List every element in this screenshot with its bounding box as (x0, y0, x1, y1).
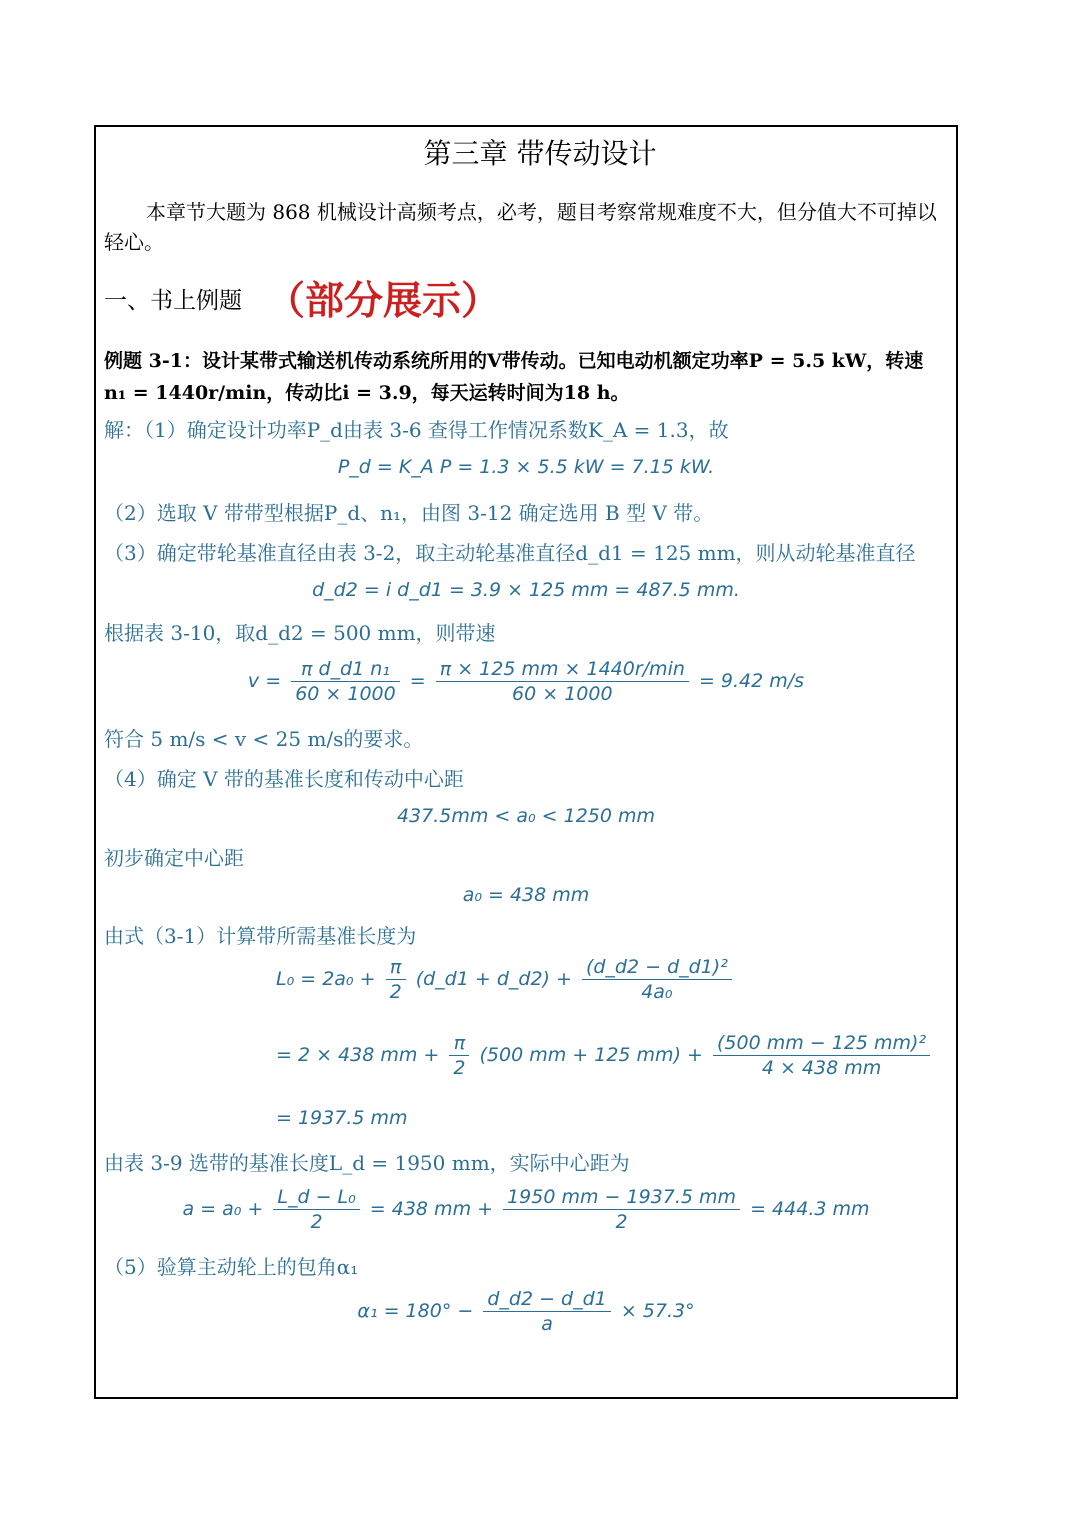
intro-paragraph: 本章节大题为 868 机械设计高频考点，必考，题目考察常规难度不大，但分值大不可掉以轻心。 (104, 200, 937, 254)
fraction-numerator: 1950 mm − 1937.5 mm (503, 1186, 740, 1210)
solution-step-6: （4）确定 V 带的基准长度和传动中心距 (104, 767, 464, 791)
equation-design-power: P_d = K_A P = 1.3 × 5.5 kW = 7.15 kW. (337, 456, 715, 478)
solution-step-4: 根据表 3-10，取d_d2 = 500 mm，则带速 (104, 621, 496, 645)
section-heading: 一、书上例题 (104, 288, 242, 314)
section-highlight: （部分展示） (266, 278, 501, 324)
equation-belt-speed (104, 658, 948, 705)
fraction-numerator: L_d − L₀ (273, 1186, 359, 1210)
solution-step-9: 由表 3-9 选带的基准长度L_d = 1950 mm，实际中心距为 (104, 1151, 630, 1175)
wrap-angle-fraction (483, 1288, 610, 1335)
fraction-numerator: π × 125 mm × 1440r/min (436, 658, 689, 682)
equation-length-formula (276, 956, 736, 1003)
fraction-denominator: 2 (310, 1211, 323, 1233)
length-sub-middle: (500 mm + 125 mm) + (479, 1044, 703, 1066)
belt-speed-result: = 9.42 m/s (698, 670, 805, 692)
solution-step-8: 由式（3-1）计算带所需基准长度为 (104, 924, 417, 948)
center-result: = 444.3 mm (750, 1198, 870, 1220)
length-sub-fraction-pi (449, 1032, 469, 1079)
solution-step-7: 初步确定中心距 (104, 846, 244, 870)
length-fraction-pi (386, 956, 406, 1003)
fraction-numerator: π d_d1 n₁ (291, 658, 400, 682)
equation-wrap-angle (104, 1288, 948, 1335)
example-statement: 例题 3-1：设计某带式输送机传动系统所用的V带传动。已知电动机额定功率P = 5.5 kW，转速n₁ = 1440r/min，传动比i = 3.9，每天运转时间为18 h。 (104, 350, 924, 404)
length-sub-lhs: = 2 × 438 mm + (276, 1044, 440, 1066)
length-lhs: L₀ = 2a₀ + (276, 968, 376, 990)
fraction-denominator: 60 × 1000 (295, 683, 396, 705)
solution-step-2: （2）选取 V 带带型根据P_d、n₁，由图 3-12 确定选用 B 型 V 带。 (104, 501, 714, 525)
equation-length-substituted (276, 1032, 934, 1079)
center-fraction-2 (503, 1186, 740, 1233)
fraction-numerator: (500 mm − 125 mm)² (713, 1032, 930, 1056)
fraction-denominator: 60 × 1000 (512, 683, 613, 705)
chapter-title: 第三章 带传动设计 (423, 137, 657, 170)
equation-initial-center: a₀ = 438 mm (462, 884, 590, 906)
equation-actual-center (104, 1186, 948, 1233)
length-fraction-square (582, 956, 732, 1003)
solution-step-10: （5）验算主动轮上的包角α₁ (104, 1255, 359, 1279)
equation-center-range: 437.5mm < a₀ < 1250 mm (396, 805, 656, 827)
belt-speed-fraction-2 (436, 658, 689, 705)
wrap-angle-rhs: × 57.3° (620, 1300, 695, 1322)
solution-step-5: 符合 5 m/s < v < 25 m/s的要求。 (104, 727, 424, 751)
belt-speed-lhs: v = (247, 670, 282, 692)
center-fraction-1 (273, 1186, 359, 1233)
center-lhs: a = a₀ + (182, 1198, 264, 1220)
fraction-numerator: (d_d2 − d_d1)² (582, 956, 732, 980)
fraction-denominator: 4a₀ (641, 981, 673, 1003)
solution-step-3: （3）确定带轮基准直径由表 3-2，取主动轮基准直径d_d1 = 125 mm，则从动轮基准直径 (104, 541, 916, 565)
fraction-denominator: 2 (389, 981, 402, 1003)
fraction-denominator: 2 (615, 1211, 628, 1233)
equation-driven-diameter: d_d2 = i d_d1 = 3.9 × 125 mm = 487.5 mm. (312, 579, 740, 601)
equation-length-result: = 1937.5 mm (276, 1107, 408, 1129)
length-sub-fraction-square (713, 1032, 930, 1079)
fraction-denominator: a (541, 1313, 553, 1335)
belt-speed-fraction-1 (291, 658, 400, 705)
fraction-numerator: π (386, 956, 406, 980)
solution-step-1: 解：（1）确定设计功率P_d由表 3-6 查得工作情况系数K_A = 1.3，故 (104, 418, 729, 442)
fraction-numerator: π (449, 1032, 469, 1056)
center-middle: = 438 mm + (369, 1198, 494, 1220)
wrap-angle-lhs: α₁ = 180° − (357, 1300, 474, 1322)
fraction-numerator: d_d2 − d_d1 (483, 1288, 610, 1312)
fraction-denominator: 2 (453, 1057, 466, 1079)
fraction-denominator: 4 × 438 mm (761, 1057, 882, 1079)
length-middle: (d_d1 + d_d2) + (415, 968, 572, 990)
belt-speed-equals: = (409, 670, 426, 692)
